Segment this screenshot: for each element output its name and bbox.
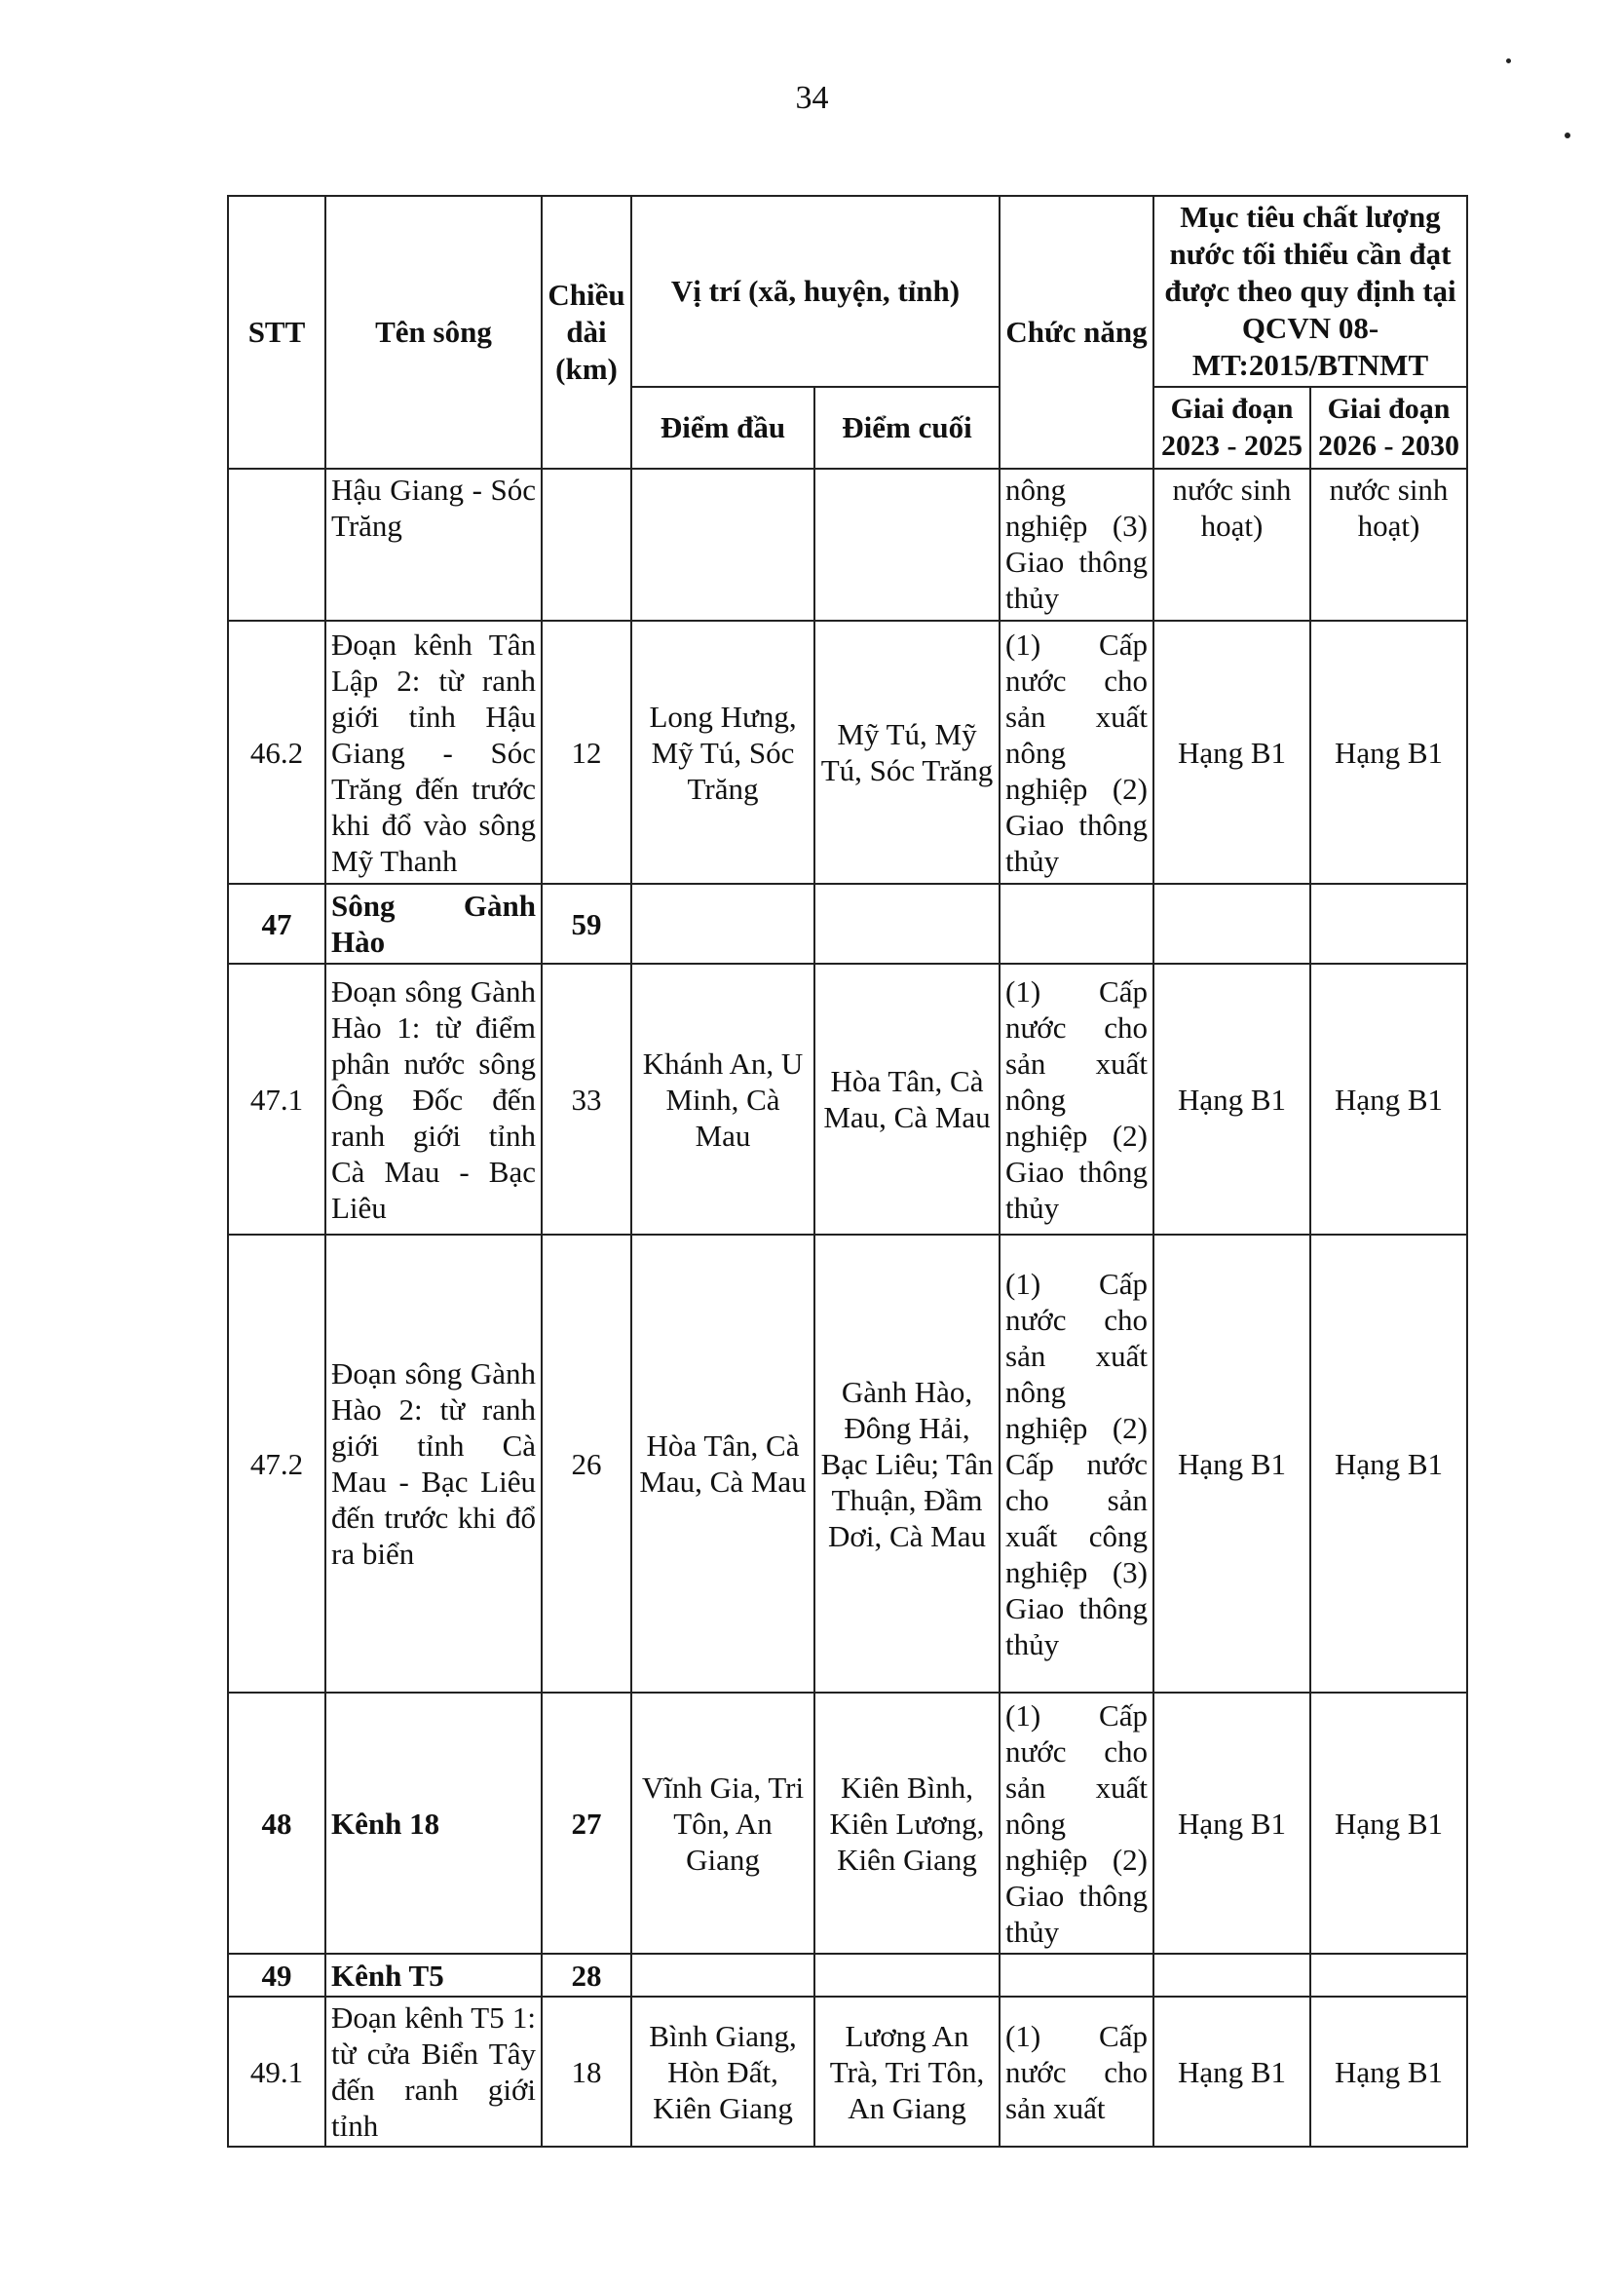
header-start-point: Điểm đầu [631,387,814,469]
row-function: (1) Cấp nước cho sản xuất nông nghiệp (2) Giao thông thủy [1000,1693,1153,1954]
row-stage-2: Hạng B1 [1310,621,1467,884]
row-function: (1) Cấp nước cho sản xuất nông nghiệp (2) Cấp nước cho sản xuất công nghiệp (3) Giao thông thủy [1000,1235,1153,1693]
row-start-point: Hòa Tân, Cà Mau, Cà Mau [631,1235,814,1693]
row-river-name: Đoạn sông Gành Hào 1: từ điểm phân nước sông Ông Đốc đến ranh giới tỉnh Cà Mau - Bạc Liêu [325,964,542,1235]
row-function: (1) Cấp nước cho sản xuất nông nghiệp (2) Giao thông thủy [1000,621,1153,884]
row-stt: 46.2 [228,621,325,884]
row-stt [228,469,325,621]
row-end-point [814,1954,1000,1997]
row-river-name: Kênh T5 [325,1954,542,1997]
row-end-point: Mỹ Tú, Mỹ Tú, Sóc Trăng [814,621,1000,884]
row-stage-1: nước sinh hoạt) [1153,469,1310,621]
row-length: 18 [542,1997,631,2147]
row-stt: 47.1 [228,964,325,1235]
row-stage-1 [1153,884,1310,964]
row-stage-2: nước sinh hoạt) [1310,469,1467,621]
page-number: 34 [795,80,829,116]
row-end-point: Hòa Tân, Cà Mau, Cà Mau [814,964,1000,1235]
row-stage-2: Hạng B1 [1310,1997,1467,2147]
table-row [228,1235,1467,1693]
table-row [228,964,1467,1235]
header-stage-1: Giai đoạn 2023 - 2025 [1153,387,1310,469]
row-start-point: Bình Giang, Hòn Đất, Kiên Giang [631,1997,814,2147]
row-river-name: Đoạn kênh T5 1: từ cửa Biển Tây đến ranh giới tỉnh [325,1997,542,2147]
row-function: nông nghiệp (3) Giao thông thủy [1000,469,1153,621]
header-length: Chiều dài (km) [542,196,631,469]
row-river-name: Đoạn kênh Tân Lập 2: từ ranh giới tỉnh Hậu Giang - Sóc Trăng đến trước khi đổ vào sông Mỹ Thanh [325,621,542,884]
row-stt: 47.2 [228,1235,325,1693]
row-stage-1: Hạng B1 [1153,1235,1310,1693]
header-stage-2: Giai đoạn 2026 - 2030 [1310,387,1467,469]
row-function: (1) Cấp nước cho sản xuất [1000,1997,1153,2147]
header-row [228,196,1467,387]
header-function: Chức năng [1000,196,1153,469]
row-river-name: Sông Gành Hào [325,884,542,964]
table-row [228,621,1467,884]
header-quality-target: Mục tiêu chất lượng nước tối thiểu cần đạt được theo quy định tại QCVN 08-MT:2015/BTNMT [1153,196,1467,387]
row-stage-1: Hạng B1 [1153,1997,1310,2147]
table-row [228,1997,1467,2147]
header-stt: STT [228,196,325,469]
table-row [228,1693,1467,1954]
row-stt: 47 [228,884,325,964]
row-start-point [631,1954,814,1997]
row-start-point: Khánh An, U Minh, Cà Mau [631,964,814,1235]
row-function [1000,1954,1153,1997]
row-end-point: Gành Hào, Đông Hải, Bạc Liêu; Tân Thuận, Đầm Dơi, Cà Mau [814,1235,1000,1693]
row-stt: 49 [228,1954,325,1997]
scan-speck [1565,133,1570,138]
row-river-name: Đoạn sông Gành Hào 2: từ ranh giới tỉnh Cà Mau - Bạc Liêu đến trước khi đổ ra biển [325,1235,542,1693]
row-stage-1: Hạng B1 [1153,1693,1310,1954]
row-stage-1 [1153,1954,1310,1997]
row-river-name: Kênh 18 [325,1693,542,1954]
table-row [228,1954,1467,1997]
row-stage-2: Hạng B1 [1310,964,1467,1235]
row-river-name: Hậu Giang - Sóc Trăng [325,469,542,621]
row-length: 26 [542,1235,631,1693]
row-start-point [631,884,814,964]
row-length: 27 [542,1693,631,1954]
row-stage-1: Hạng B1 [1153,964,1310,1235]
row-length: 12 [542,621,631,884]
table-row [228,469,1467,621]
scan-speck [1506,58,1511,63]
row-stage-1: Hạng B1 [1153,621,1310,884]
row-end-point: Lương An Trà, Tri Tôn, An Giang [814,1997,1000,2147]
row-length: 33 [542,964,631,1235]
row-start-point [631,469,814,621]
row-length [542,469,631,621]
river-table [227,195,1468,2148]
row-length: 59 [542,884,631,964]
row-function: (1) Cấp nước cho sản xuất nông nghiệp (2) Giao thông thủy [1000,964,1153,1235]
row-stt: 48 [228,1693,325,1954]
row-stage-2 [1310,884,1467,964]
row-function [1000,884,1153,964]
row-end-point [814,469,1000,621]
row-stage-2 [1310,1954,1467,1997]
row-start-point: Long Hưng, Mỹ Tú, Sóc Trăng [631,621,814,884]
row-stage-2: Hạng B1 [1310,1693,1467,1954]
header-end-point: Điểm cuối [814,387,1000,469]
table-row [228,884,1467,964]
header-river-name: Tên sông [325,196,542,469]
row-stage-2: Hạng B1 [1310,1235,1467,1693]
header-location: Vị trí (xã, huyện, tỉnh) [631,196,1000,387]
row-start-point: Vĩnh Gia, Tri Tôn, An Giang [631,1693,814,1954]
row-end-point [814,884,1000,964]
row-end-point: Kiên Bình, Kiên Lương, Kiên Giang [814,1693,1000,1954]
row-stt: 49.1 [228,1997,325,2147]
row-length: 28 [542,1954,631,1997]
